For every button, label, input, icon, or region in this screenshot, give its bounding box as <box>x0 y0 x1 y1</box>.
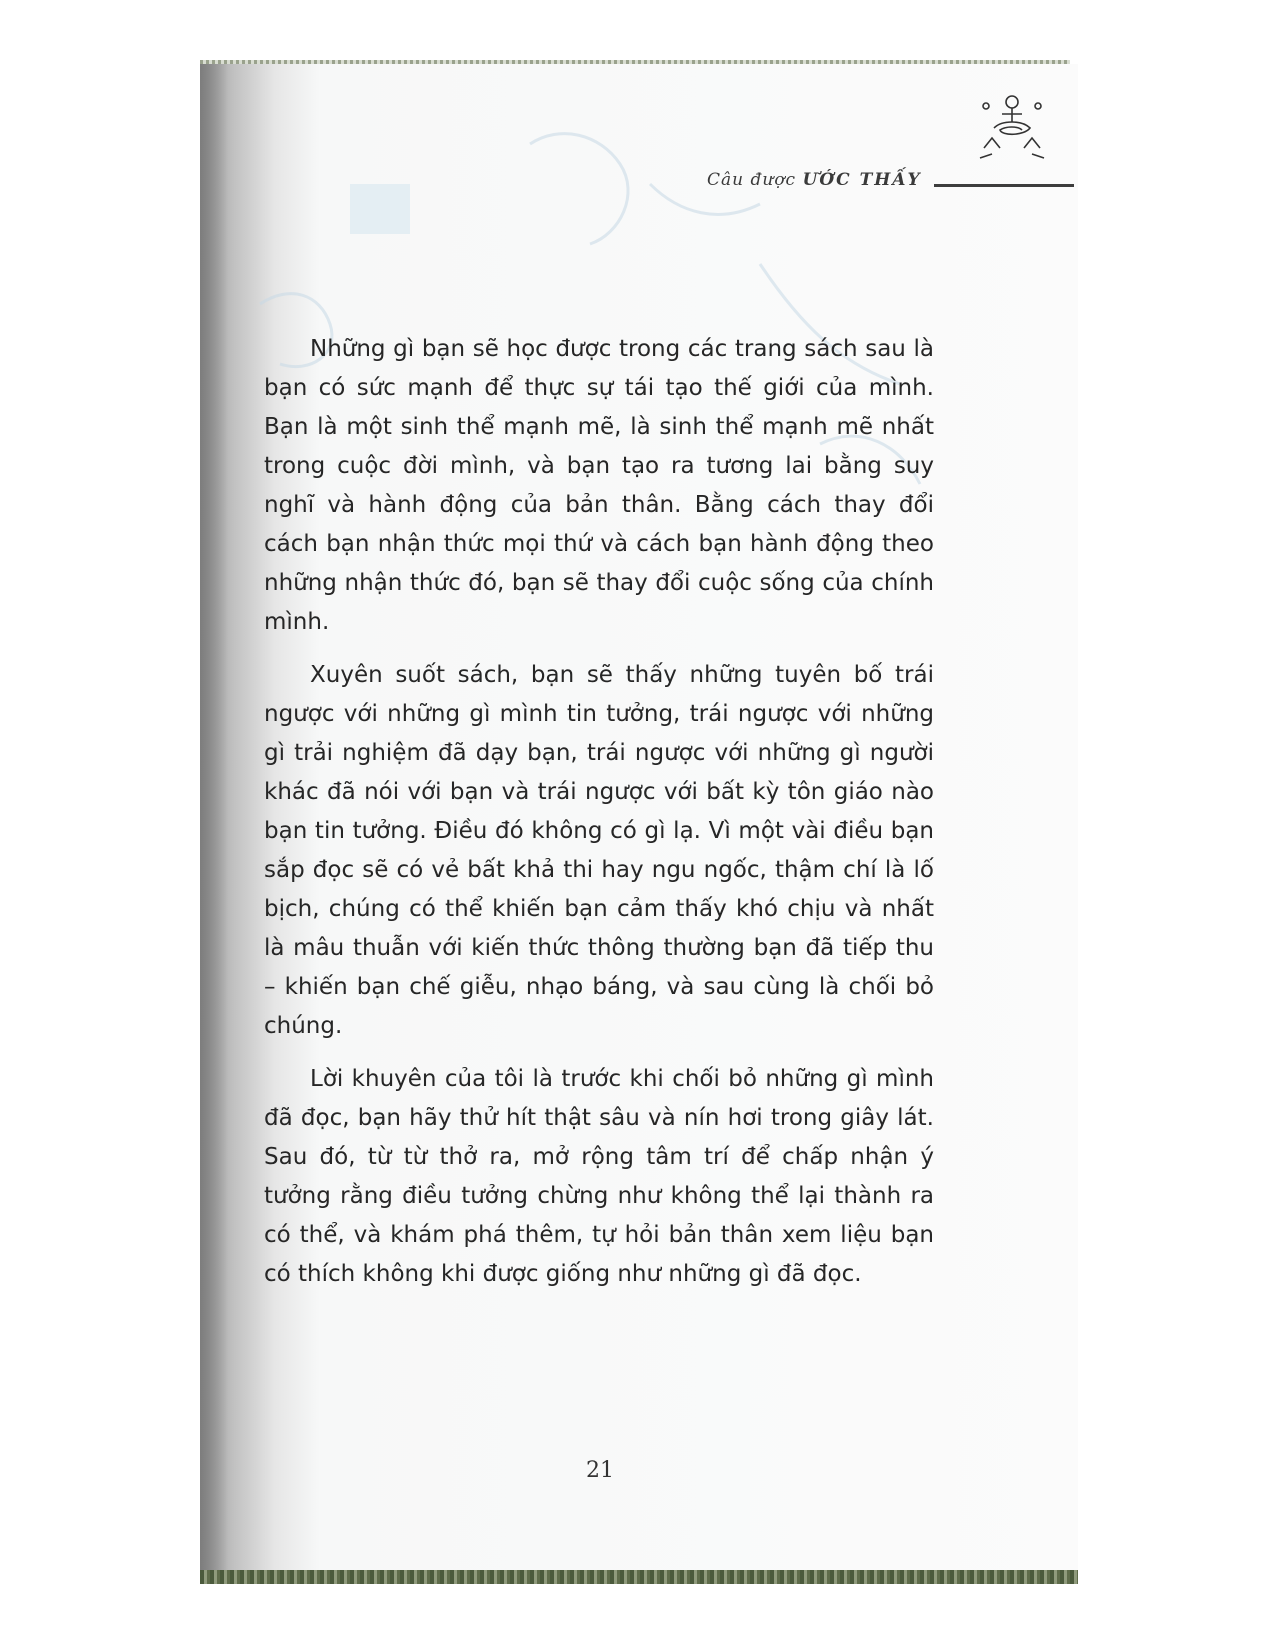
running-header-caps: ƯỚC THẤY <box>802 170 922 190</box>
figures-ornament-icon <box>972 88 1052 168</box>
spine-shadow <box>200 64 228 1580</box>
running-header <box>707 170 922 190</box>
body-text <box>264 330 934 1308</box>
running-header-prefix: Câu được <box>707 170 797 190</box>
page-number: 21 <box>586 1458 614 1483</box>
paragraph: Xuyên suốt sách, bạn sẽ thấy những tuyên bố trái ngược với những gì mình tin tưởng, trái ngược với những gì trải nghiệm đã dạy bạn, trái ngược với những gì người khác đã nói với bạn và trái ngược với bất kỳ tôn giáo nào bạn tin tưởng. Điều đó không có gì lạ. Vì một vài điều bạn sắp đọc sẽ có vẻ bất khả thi hay ngu ngốc, thậm chí là lố bịch, chúng có thể khiến bạn cảm thấy khó chịu và nhất là mâu thuẫn với kiến thức thông thường bạn đã tiếp thu – khiến bạn chế giễu, nhạo báng, và sau cùng là chối bỏ chúng. <box>264 662 934 1039</box>
cover-bottom-edge <box>200 1570 1078 1584</box>
paragraph: Những gì bạn sẽ học được trong các trang sách sau là bạn có sức mạnh để thực sự tái tạo thế giới của mình. Bạn là một sinh thể mạnh mẽ, là sinh thể mạnh mẽ nhất trong cuộc đời mình, và bạn tạo ra tương lai bằng suy nghĩ và hành động của bản thân. Bằng cách thay đổi cách bạn nhận thức mọi thứ và cách bạn hành động theo những nhận thức đó, bạn sẽ thay đổi cuộc sống của chính mình. <box>264 336 934 635</box>
header-rule <box>934 184 1074 187</box>
paragraph: Lời khuyên của tôi là trước khi chối bỏ những gì mình đã đọc, bạn hãy thử hít thật sâu và nín hơi trong giây lát. Sau đó, từ từ thở ra, mở rộng tâm trí để chấp nhận ý tưởng rằng điều tưởng chừng như không thể lại thành ra có thể, và khám phá thêm, tự hỏi bản thân xem liệu bạn có thích không khi được giống như những gì đã đọc. <box>264 1066 934 1287</box>
